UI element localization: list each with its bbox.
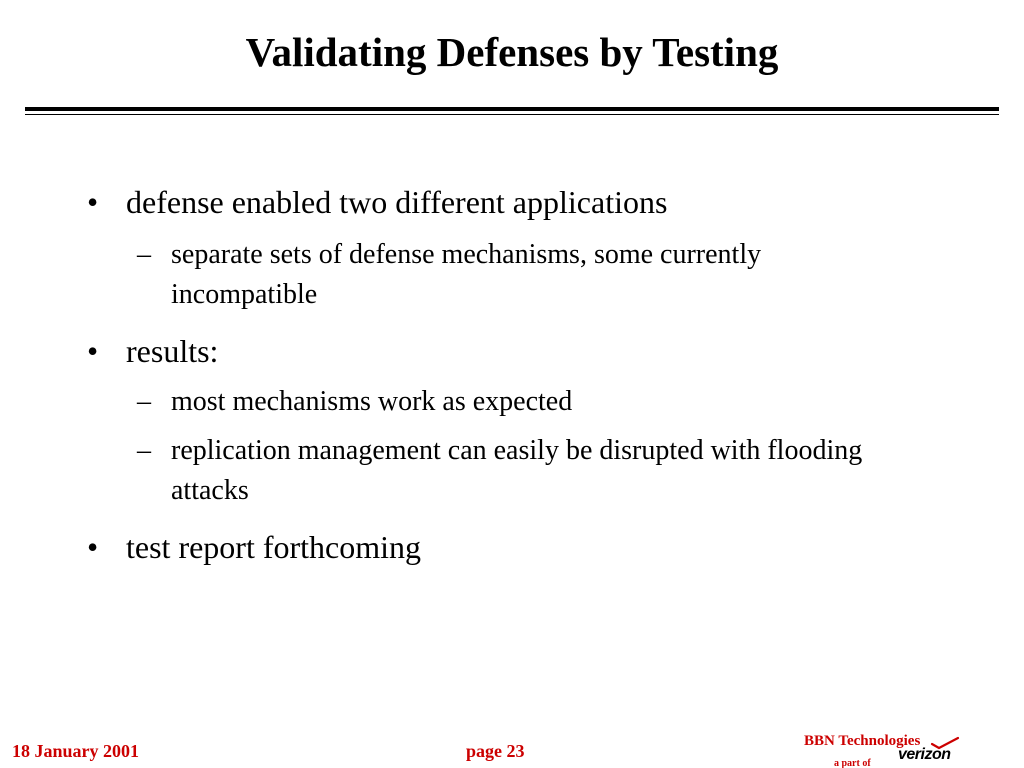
bullet-text: results: (126, 333, 219, 369)
company-name: BBN Technologies (804, 733, 921, 749)
dash-marker: – (137, 435, 151, 466)
bullet-marker: • (87, 529, 99, 565)
bullet-marker: • (87, 333, 99, 369)
slide-title: Validating Defenses by Testing (245, 29, 779, 75)
bullet-text: test report forthcoming (126, 529, 422, 565)
sub-bullet-text: separate sets of defense mechanisms, some currently incompatible (171, 239, 762, 310)
dash-marker: – (137, 386, 151, 417)
sub-bullet-text: replication management can easily be disrupted with flooding attacks (171, 435, 863, 506)
verizon-wordmark: verizon (898, 746, 951, 763)
bullet-marker: • (87, 184, 99, 220)
footer-date: 18 January 2001 (12, 741, 140, 761)
title-divider-thick (25, 107, 999, 111)
company-logo (780, 732, 970, 768)
title-divider-thin (25, 114, 999, 115)
part-of-label: a part of (834, 758, 871, 768)
footer-page-number: page 23 (466, 741, 525, 761)
sub-bullet-text: most mechanisms work as expected (171, 386, 573, 417)
dash-marker: – (137, 239, 151, 270)
bullet-text: defense enabled two different applications (126, 184, 668, 220)
